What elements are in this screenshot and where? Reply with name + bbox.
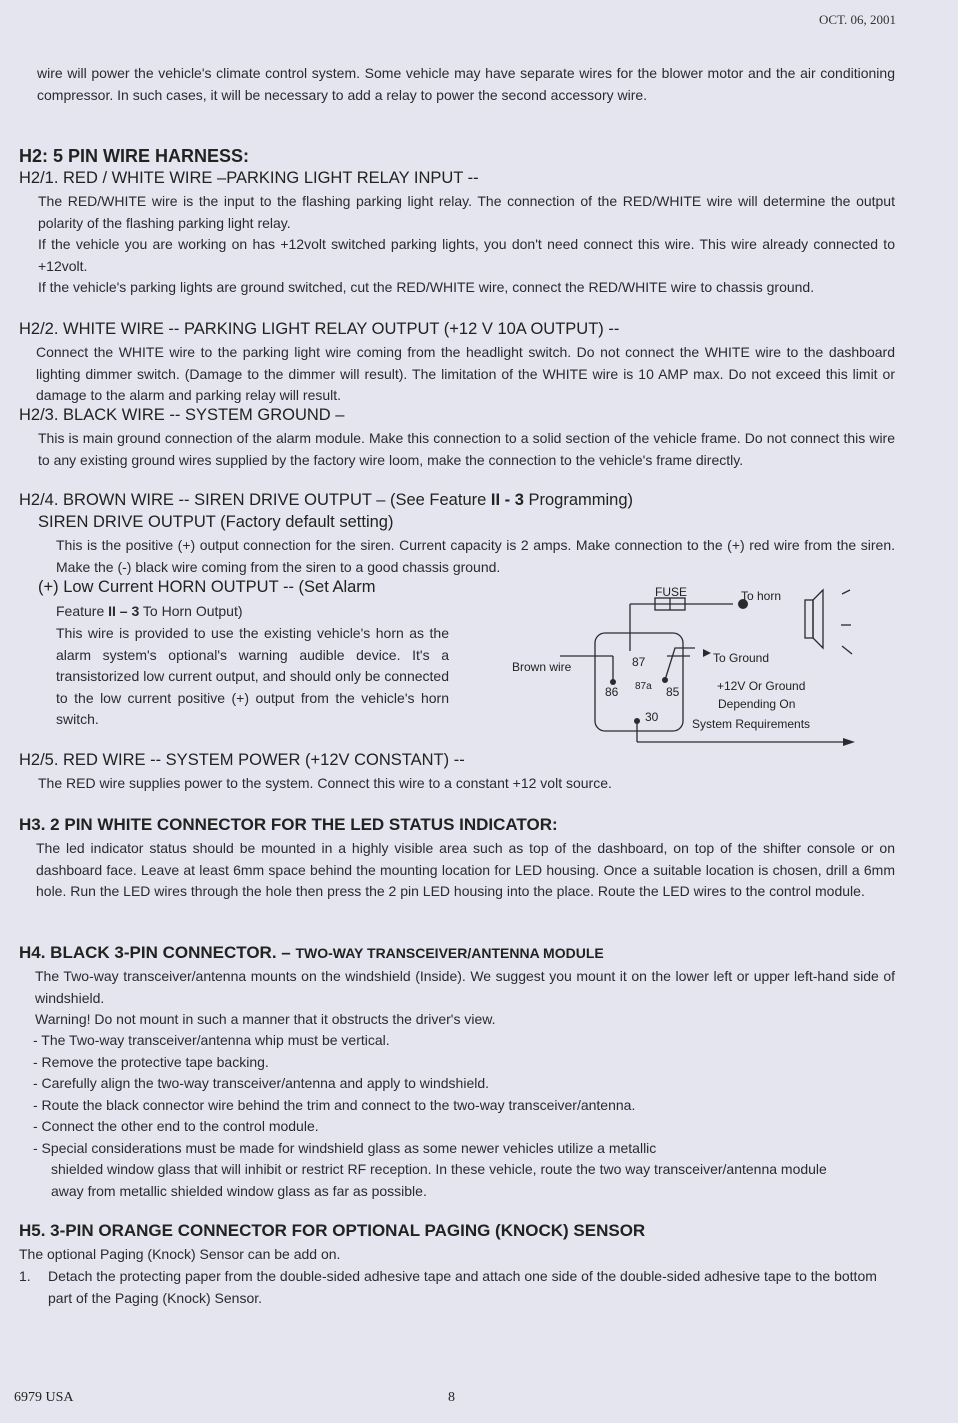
h4-title-main: H4. BLACK 3-PIN CONNECTOR. –: [19, 943, 296, 962]
relay-wiring-diagram: [505, 578, 860, 753]
list-item: - Connect the other end to the control module.: [33, 1118, 319, 1134]
h4-list-continuation: shielded window glass that will inhibit or restrict RF reception. In these vehicle, route the two way transceiver/antenna module away from metallic shielded window glass as far as possible.: [51, 1161, 827, 1199]
h2-1-paragraph-3: If the vehicle's parking lights are ground switched, cut the RED/WHITE wire, connect the RED/WHITE wire to chassis ground.: [38, 279, 815, 295]
h2-5-paragraph: The RED wire supplies power to the system. Connect this wire to a constant +12 volt source.: [38, 775, 612, 791]
pin86-label: 86: [605, 685, 619, 699]
h4-warning: Warning! Do not mount in such a manner that it obstructs the driver's view.: [35, 1011, 496, 1027]
section-h4-title: [19, 943, 604, 963]
list-item: - Remove the protective tape backing.: [33, 1053, 269, 1070]
h2-3-paragraph: This is main ground connection of the alarm module. Make this connection to a solid section of the vehicle frame. Do not connect this wire to any existing ground wires supplied by the factory wire loom, make the connection to the vehicle's frame directly.: [38, 430, 895, 468]
section-h2-3-title: H2/3. BLACK WIRE -- SYSTEM GROUND –: [19, 406, 345, 424]
h5-step-text: Detach the protecting paper from the double-sided adhesive tape and attach one side of the double-sided adhesive tape to the bottom part of the Paging (Knock) Sensor.: [48, 1268, 877, 1306]
list-item: - Carefully align the two-way transceiver/antenna and apply to windshield.: [33, 1075, 490, 1091]
document-date: OCT. 06, 2001: [818, 12, 896, 27]
intro-paragraph: wire will power the vehicle's climate control system. Some vehicle may have separate wires for the blower motor and the air conditioning compressor. In such cases, it will be necessary to add a relay to power the second accessory wire.: [37, 65, 895, 103]
brown-wire-label: Brown wire: [512, 660, 572, 674]
power-arrow-icon: [843, 738, 855, 746]
pin85-dot: [662, 677, 668, 683]
ground-arrow-icon: [703, 649, 711, 657]
siren-drive-title: SIREN DRIVE OUTPUT (Factory default setting): [38, 513, 394, 531]
section-h2-5-title: H2/5. RED WIRE -- SYSTEM POWER (+12V CONSTANT) --: [19, 751, 465, 769]
power-label-3: System Requirements: [692, 717, 811, 731]
section-h5-title: H5. 3-PIN ORANGE CONNECTOR FOR OPTIONAL PAGING (KNOCK) SENSOR: [19, 1221, 646, 1240]
horn-feature-b: II – 3: [108, 603, 140, 619]
footer-model: 6979 USA: [14, 1390, 74, 1405]
h2-1-paragraph-2: If the vehicle you are working on has +12volt switched parking lights, you don't need connect this wire. This wire already connected to +12volt.: [38, 236, 895, 274]
h3-paragraph: The led indicator status should be mounted in a highly visible area such as top of the dashboard, on top of the shifter console or on dashboard face. Leave at least 6mm space behind the mounting location for LED housing. Once a suitable location is chosen, drill a 6mm hole. Run the LED wires through the hole then press the 2 pin LED housing into the place. Route the LED wires to the control module.: [36, 840, 895, 899]
ground-wire: [665, 648, 695, 680]
pin85-label: 85: [666, 685, 680, 699]
h4-title-small: TWO-WAY TRANSCEIVER/ANTENNA MODULE: [295, 945, 604, 961]
siren-drive-paragraph: This is the positive (+) output connection for the siren. Current capacity is 2 amps. Make connection to the (+) red wire from the siren. Make the (-) black wire coming from the siren to a good chassis ground.: [56, 537, 895, 575]
horn-speaker-icon: [805, 600, 813, 638]
to-ground-label: To Ground: [713, 651, 770, 665]
h2-4-title-a: H2/4. BROWN WIRE -- SIREN DRIVE OUTPUT – (See Feature: [19, 491, 491, 509]
h4-steps-list: [33, 1030, 895, 1159]
power-label-2: Depending On: [718, 697, 796, 711]
horn-feature-line: [56, 601, 243, 623]
horn-feature-a: Feature: [56, 603, 109, 619]
h2-2-paragraph: Connect the WHITE wire to the parking light wire coming from the headlight switch. Do not connect the WHITE wire to the dashboard lighting dimmer switch. (Damage to the dimmer will result). The limitation of the WHITE wire is 10 AMP max. Do not exceed this limit or damage to the alarm and parking relay will result.: [36, 344, 895, 403]
h5-step-number: 1.: [19, 1268, 31, 1284]
horn-cone-icon: [813, 590, 823, 648]
page-number: 8: [448, 1390, 455, 1405]
horn-output-title: (+) Low Current HORN OUTPUT -- (Set Alarm: [38, 578, 376, 596]
h5-paragraph: The optional Paging (Knock) Sensor can be add on.: [19, 1246, 341, 1262]
h2-4-title-c: Programming): [523, 491, 634, 509]
pin30-label: 30: [645, 710, 659, 724]
section-h2-2-title: H2/2. WHITE WIRE -- PARKING LIGHT RELAY OUTPUT (+12 V 10A OUTPUT) --: [19, 320, 620, 338]
pin87a-label: 87a: [635, 681, 652, 692]
horn-feature-c: To Horn Output): [139, 603, 243, 619]
pin30-dot: [634, 718, 640, 724]
h2-4-title-b: II - 3: [490, 491, 524, 509]
horn-output-paragraph: This wire is provided to use the existing vehicle's horn as the alarm system's optional's warning audible device. It's a transistorized low current output, and should only be connected to the low current positive (+) output from the vehicle's horn switch.: [56, 625, 449, 727]
list-item: - Special considerations must be made for windshield glass as some newer vehicles utilize a metallic: [33, 1139, 657, 1156]
pin87-label: 87: [632, 655, 646, 669]
power-label-1: +12V Or Ground: [717, 679, 806, 693]
section-h2-4-title: [19, 491, 633, 510]
section-h2-1-title: H2/1. RED / WHITE WIRE –PARKING LIGHT RELAY INPUT --: [19, 169, 479, 187]
to-horn-label: To horn: [741, 589, 782, 603]
list-item: - Route the black connector wire behind the trim and connect to the two-way transceiver/antenna.: [33, 1096, 636, 1113]
h4-paragraph: The Two-way transceiver/antenna mounts on the windshield (Inside). We suggest you mount it on the lower left or upper left-hand side of windshield.: [35, 968, 895, 1006]
fuse-label: FUSE: [655, 585, 688, 599]
list-item: - The Two-way transceiver/antenna whip must be vertical.: [33, 1032, 390, 1048]
h2-1-paragraph-1: The RED/WHITE wire is the input to the flashing parking light relay. The connection of the RED/WHITE wire will determine the output polarity of the flashing parking light relay.: [38, 193, 895, 231]
section-h2-title: H2: 5 PIN WIRE HARNESS:: [19, 146, 250, 166]
section-h3-title: H3. 2 PIN WHITE CONNECTOR FOR THE LED STATUS INDICATOR:: [19, 815, 558, 834]
